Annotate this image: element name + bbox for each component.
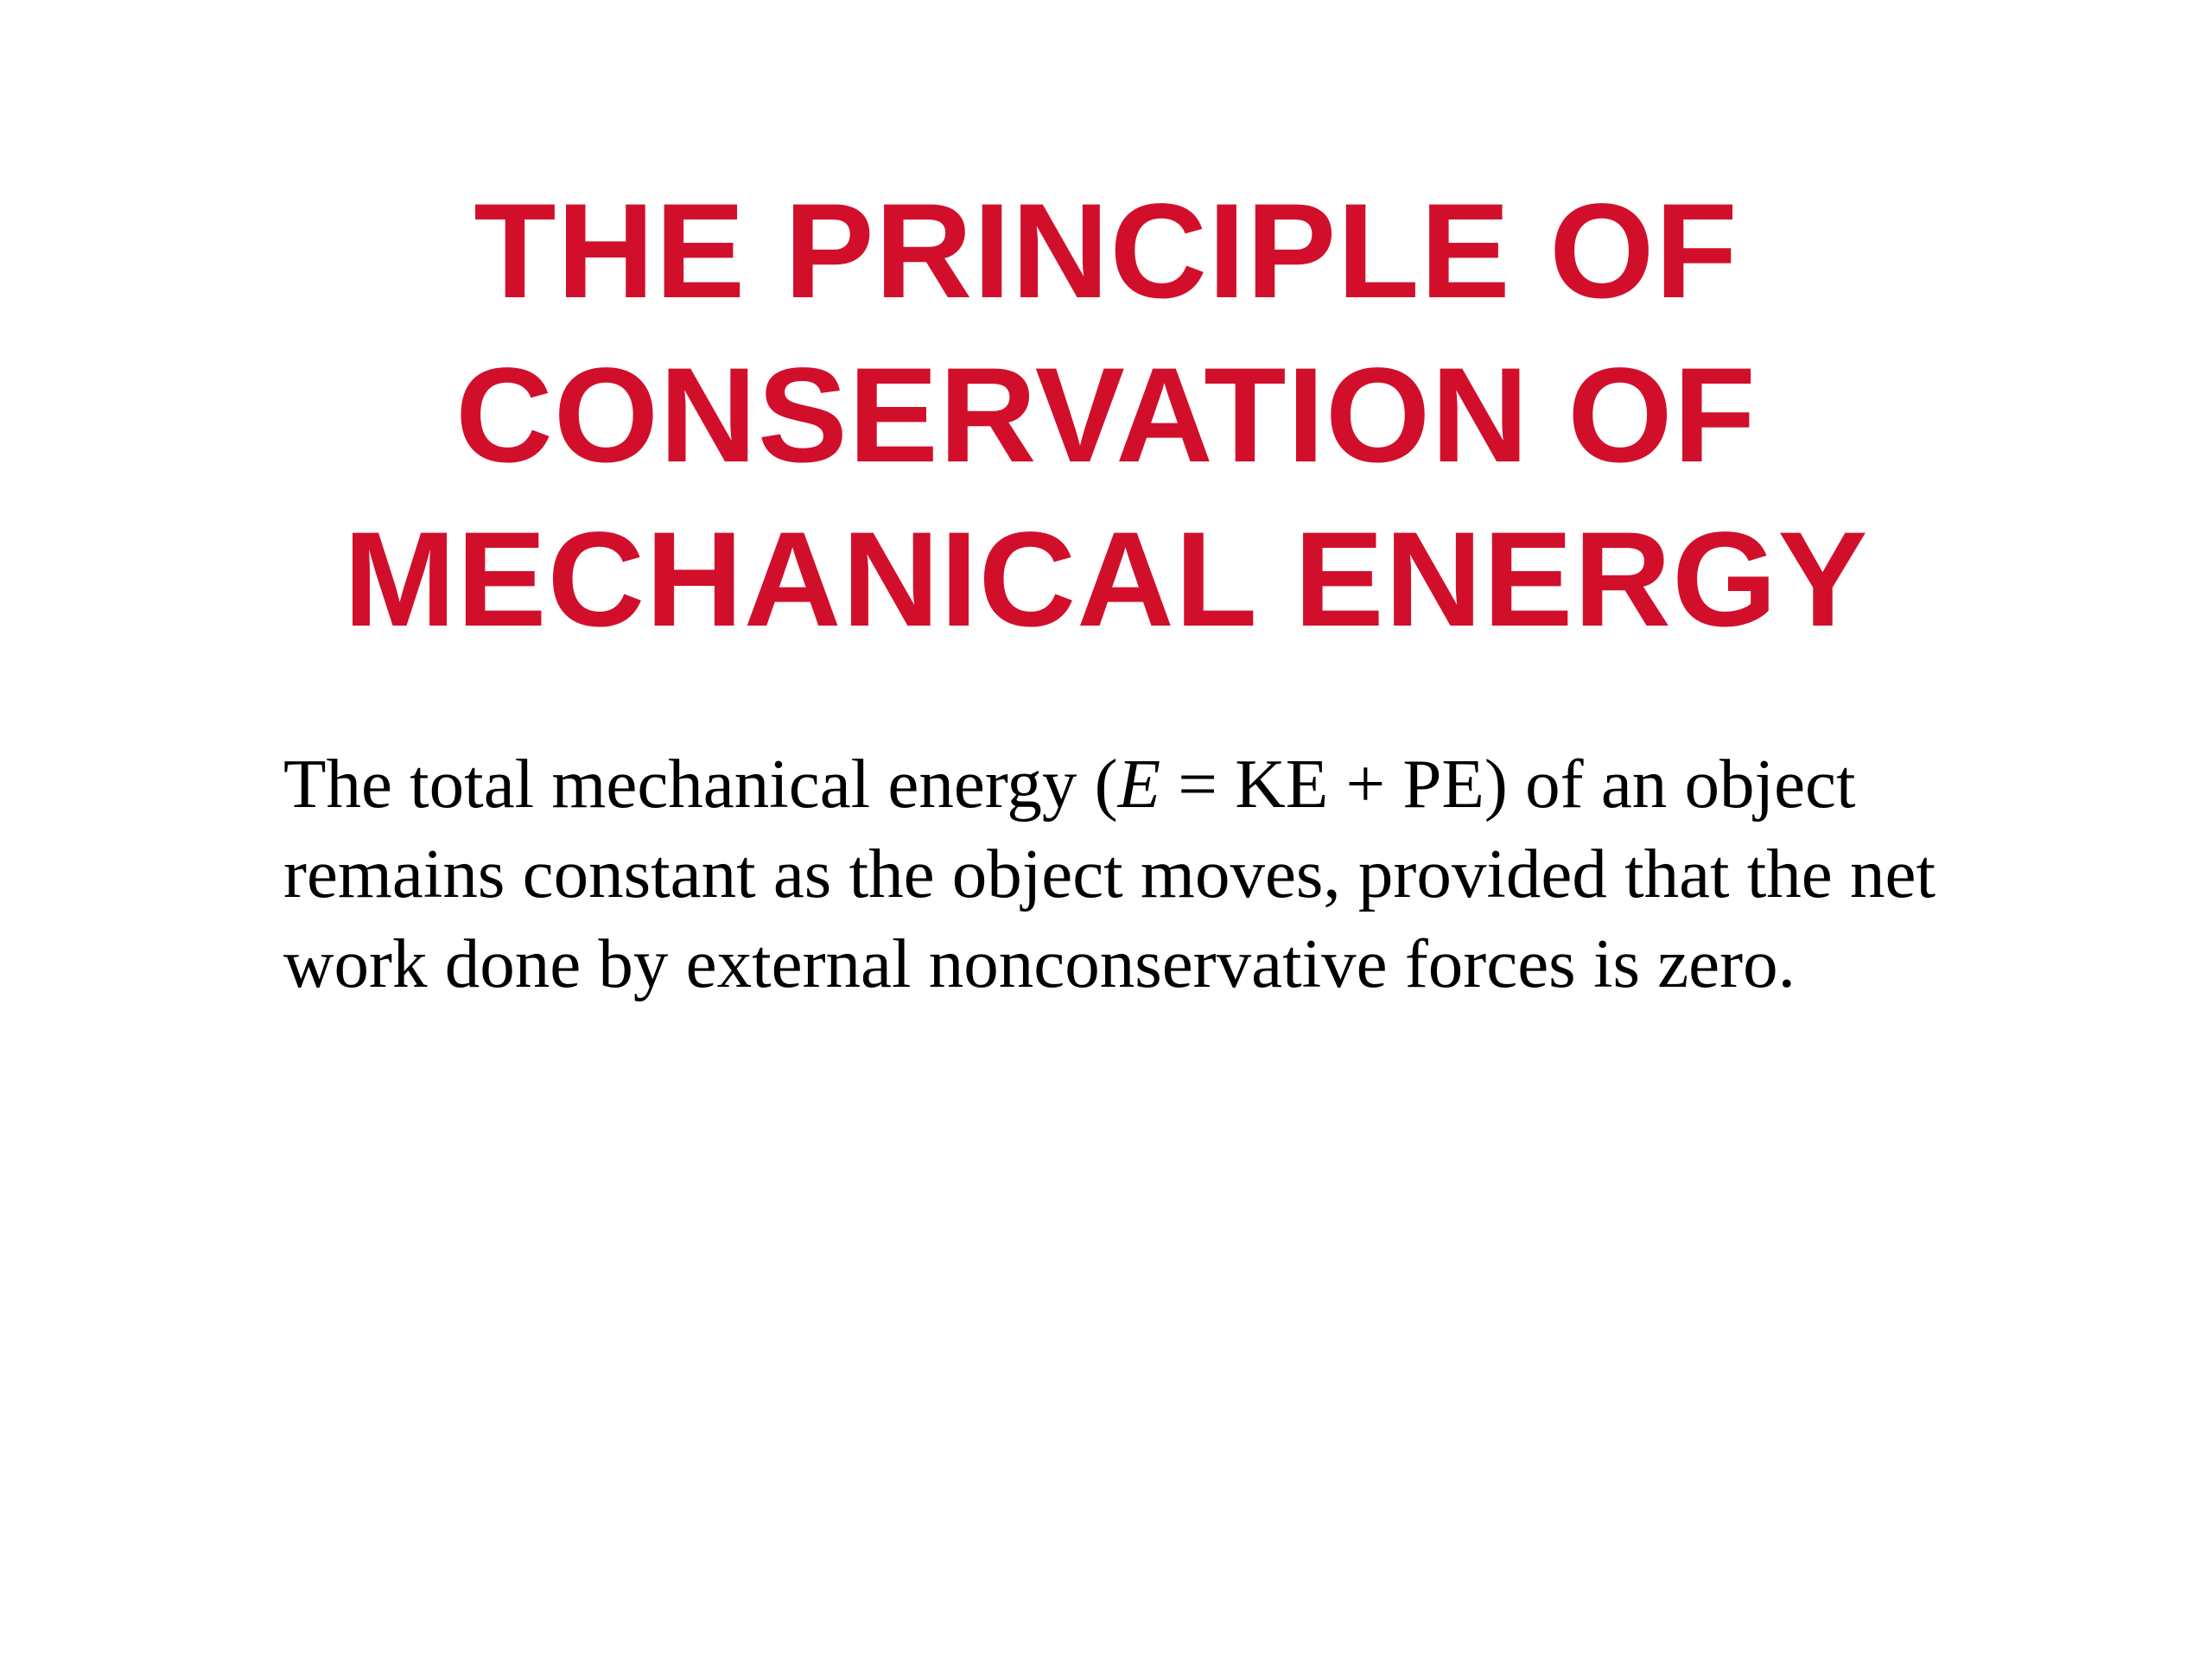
statement-line-2: remains constant as the object moves, provided that the net	[283, 835, 1936, 912]
title-line-1: THE PRINCIPLE OF	[474, 176, 1738, 327]
energy-variable: E	[1117, 745, 1161, 823]
title-line-3: MECHANICAL ENERGY	[343, 505, 1869, 655]
statement-line-1	[283, 739, 2098, 829]
statement-line-1-start: The total mechanical energy (	[283, 745, 1118, 823]
title-line-2: CONSERVATION OF	[455, 340, 1757, 491]
statement-line-3: work done by external nonconservative forces is zero.	[283, 925, 1796, 1002]
statement-line-1-end: = KE + PE) of an object	[1160, 745, 1856, 823]
principle-statement	[283, 739, 2098, 1008]
slide-title	[0, 169, 2212, 662]
